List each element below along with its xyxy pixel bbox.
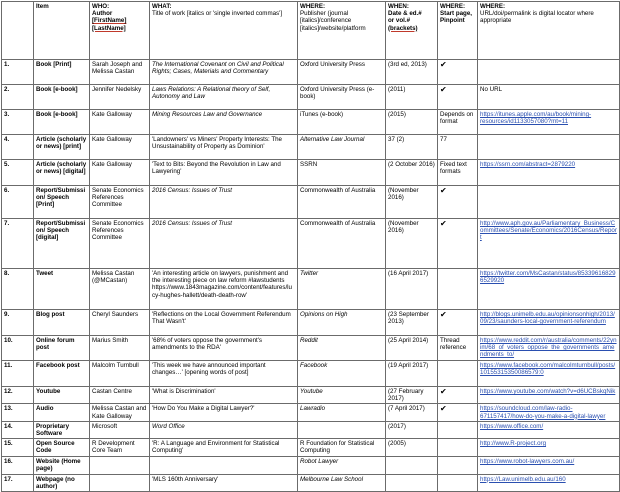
row-url[interactable]: https://www.youtube.com/watch?v=d6UCBskqNik	[478, 387, 620, 404]
row-publisher: Facebook	[298, 361, 386, 387]
row-publisher	[298, 421, 386, 438]
row-author: Senate Economics References Committee	[90, 186, 150, 219]
row-pinpoint: ✔	[438, 310, 478, 336]
row-author: Castan Centre	[90, 387, 150, 404]
row-title: 'An interesting article on lawyers, punishment and the interesting piece on law reform #lawstudents https://www.1843magazine.com/content/features/lucy-hughes-hallett/death-death-row'	[150, 269, 298, 310]
table-row	[2, 269, 620, 310]
row-title: The International Covenant on Civil and Political Rights; Cases, Materials and Commentary	[150, 60, 298, 85]
row-item: Webpage (no author)	[34, 474, 90, 491]
row-url[interactable]: https://www.reddit.com/r/australia/comments/22ynim/68_of_voters_oppose_the_governments_amendments_to/	[478, 336, 620, 361]
row-date: (16 April 2017)	[386, 269, 438, 310]
row-title: Word Office	[150, 421, 298, 438]
row-number: 1.	[2, 60, 34, 85]
row-url[interactable]: https://ssrn.com/abstract=2879220	[478, 160, 620, 186]
row-item: Article (scholarly or news) [print]	[34, 135, 90, 160]
row-item: Blog post	[34, 310, 90, 336]
row-url[interactable]: http://www.R-project.org	[478, 439, 620, 457]
table-row	[2, 135, 620, 160]
row-number: 4.	[2, 135, 34, 160]
row-url	[478, 186, 620, 219]
row-pinpoint: ✔	[438, 186, 478, 219]
row-date: (3rd ed, 2013)	[386, 60, 438, 85]
row-publisher: Robot Lawyer	[298, 457, 386, 474]
row-title: 'Text to Bits: Beyond the Revolution in Law and Lawyering'	[150, 160, 298, 186]
row-url[interactable]: https://twitter.com/MsCastan/status/853396168296529920	[478, 269, 620, 310]
row-date: (25 April 2014)	[386, 336, 438, 361]
row-url	[478, 135, 620, 160]
row-pinpoint: ✔	[438, 404, 478, 421]
row-item: Article (scholarly or news) [digital]	[34, 160, 90, 186]
row-number: 16.	[2, 457, 34, 474]
table-row	[2, 160, 620, 186]
row-publisher: Oxford University Press	[298, 60, 386, 85]
row-number: 15.	[2, 439, 34, 457]
row-author: Kate Galloway	[90, 110, 150, 135]
row-item: Report/Submission/ Speech [digital]	[34, 219, 90, 269]
table-row	[2, 60, 620, 85]
row-title: 'What is Discrimination'	[150, 387, 298, 404]
row-pinpoint	[438, 457, 478, 474]
table-row	[2, 404, 620, 421]
row-number: 8.	[2, 269, 34, 310]
row-title: 2016 Census: Issues of Trust	[150, 186, 298, 219]
header-when: WHEN: Date & ed.# or vol.# (brackets)	[386, 2, 438, 60]
row-date: 37 (2)	[386, 135, 438, 160]
header-what: WHAT: Title of work [italics or 'single inverted commas']	[150, 2, 298, 60]
row-author: Microsoft	[90, 421, 150, 438]
header-pinpoint: WHERE: Start page, Pinpoint	[438, 2, 478, 60]
row-date: (November 2016)	[386, 219, 438, 269]
row-number: 5.	[2, 160, 34, 186]
row-title: 'This week we have announced important changes…' [opening words of post]	[150, 361, 298, 387]
row-url[interactable]: http://blogs.unimelb.edu.au/opinionsonhigh/2013/09/23/saunders-local-government-referendum	[478, 310, 620, 336]
row-number: 11.	[2, 361, 34, 387]
row-number: 12.	[2, 387, 34, 404]
header-item: Item	[34, 2, 90, 60]
row-author: Kate Galloway	[90, 160, 150, 186]
row-publisher: iTunes (e-book)	[298, 110, 386, 135]
row-url[interactable]: https://Law.unimelb.edu.au/160	[478, 474, 620, 491]
row-publisher: Commonwealth of Australia	[298, 186, 386, 219]
row-pinpoint	[438, 361, 478, 387]
row-number: 7.	[2, 219, 34, 269]
table-row	[2, 439, 620, 457]
table-row	[2, 110, 620, 135]
row-number: 9.	[2, 310, 34, 336]
row-number: 6.	[2, 186, 34, 219]
row-author: Kate Galloway	[90, 135, 150, 160]
table-row	[2, 310, 620, 336]
row-pinpoint: ✔	[438, 60, 478, 85]
header-url: WHERE: URL/doi/permalink is digital locator where appropriate	[478, 2, 620, 60]
row-item: Book [Print]	[34, 60, 90, 85]
row-publisher: Reddit	[298, 336, 386, 361]
row-date: (23 September 2013)	[386, 310, 438, 336]
row-number: 13.	[2, 404, 34, 421]
row-url[interactable]: https://itunes.apple.com/au/book/mining-resources/id1133057080?mt=11	[478, 110, 620, 135]
header-num	[2, 2, 34, 60]
row-publisher: Commonwealth of Australia	[298, 219, 386, 269]
row-item: Book [e-book]	[34, 85, 90, 110]
row-pinpoint: ✔	[438, 219, 478, 269]
row-date: (2005)	[386, 439, 438, 457]
row-url[interactable]: https://soundcloud.com/law-radio-671157417/how-do-you-make-a-digital-lawyer	[478, 404, 620, 421]
row-date: (27 February 2017)	[386, 387, 438, 404]
row-pinpoint: 77	[438, 135, 478, 160]
row-pinpoint: ✔	[438, 85, 478, 110]
row-item: Online forum post	[34, 336, 90, 361]
row-title: 2016 Census: Issues of Trust	[150, 219, 298, 269]
row-item: Youtube	[34, 387, 90, 404]
row-author: Marius Smith	[90, 336, 150, 361]
table-row	[2, 457, 620, 474]
row-publisher: Oxford University Press (e-book)	[298, 85, 386, 110]
row-pinpoint	[438, 269, 478, 310]
row-item: Open Source Code	[34, 439, 90, 457]
row-title: 'MLS 160th Anniversary'	[150, 474, 298, 491]
row-pinpoint: Fixed text formats	[438, 160, 478, 186]
row-title: 'Reflections on the Local Government Referendum That Wasn't'	[150, 310, 298, 336]
row-date: (19 April 2017)	[386, 361, 438, 387]
row-number: 2.	[2, 85, 34, 110]
row-pinpoint	[438, 421, 478, 438]
row-item: Book [e-book]	[34, 110, 90, 135]
row-item: Proprietary Software	[34, 421, 90, 438]
row-item: Tweet	[34, 269, 90, 310]
row-url	[478, 60, 620, 85]
row-publisher: Alternative Law Journal	[298, 135, 386, 160]
row-date: (2011)	[386, 85, 438, 110]
row-item: Audio	[34, 404, 90, 421]
row-title: Laws Relations: A Relational theory of Self, Autonomy and Law	[150, 85, 298, 110]
row-publisher: Lawradio	[298, 404, 386, 421]
row-title: 'Landowners' vs Miners' Property Interests: The Unsustainability of Property as Dominion'	[150, 135, 298, 160]
row-title: 'R: A Language and Environment for Statistical Computing'	[150, 439, 298, 457]
table-row	[2, 474, 620, 491]
row-title: Mining Resources Law and Governance	[150, 110, 298, 135]
row-item: Website (Home page)	[34, 457, 90, 474]
row-item: Facebook post	[34, 361, 90, 387]
row-author: Melissa Castan and Kate Galloway	[90, 404, 150, 421]
citation-table	[1, 1, 620, 492]
row-date: (2017)	[386, 421, 438, 438]
row-author	[90, 457, 150, 474]
header-who: WHO: Author [FirstName] [LastName]	[90, 2, 150, 60]
row-date: (7 April 2017)	[386, 404, 438, 421]
row-author: Melissa Castan (@MCastan)	[90, 269, 150, 310]
row-author: R Development Core Team	[90, 439, 150, 457]
table-row	[2, 219, 620, 269]
row-url[interactable]: https://www.office.com/	[478, 421, 620, 438]
row-date: (November 2016)	[386, 186, 438, 219]
row-number: 17.	[2, 474, 34, 491]
row-url[interactable]: https://www.facebook.com/malcolmturnbull/posts/10155315350086579:0	[478, 361, 620, 387]
row-number: 10.	[2, 336, 34, 361]
table-row	[2, 186, 620, 219]
row-pinpoint: Depends on format	[438, 110, 478, 135]
row-publisher: Opinions on High	[298, 310, 386, 336]
row-author: Sarah Joseph and Melissa Castan	[90, 60, 150, 85]
row-number: 3.	[2, 110, 34, 135]
header-row	[2, 2, 620, 60]
row-date: (2015)	[386, 110, 438, 135]
row-pinpoint: Thread reference	[438, 336, 478, 361]
row-pinpoint: ✔	[438, 387, 478, 404]
row-title: '68% of voters oppose the government's amendments to the RDA'	[150, 336, 298, 361]
row-item: Report/Submission/ Speech [Print]	[34, 186, 90, 219]
row-pinpoint	[438, 474, 478, 491]
header-where: WHERE: Publisher (journal [italics]/conference [italics]/website/platform	[298, 2, 386, 60]
row-author: Cheryl Saunders	[90, 310, 150, 336]
table-row	[2, 421, 620, 438]
row-title: 'How Do You Make a Digital Lawyer?'	[150, 404, 298, 421]
table-row	[2, 387, 620, 404]
table-row	[2, 361, 620, 387]
row-date	[386, 457, 438, 474]
row-title	[150, 457, 298, 474]
row-publisher: Melbourne Law School	[298, 474, 386, 491]
row-number: 14.	[2, 421, 34, 438]
row-pinpoint	[438, 439, 478, 457]
row-url[interactable]: No URL	[478, 85, 620, 110]
row-url[interactable]: http://www.aph.gov.au/Parliamentary_Business/Committees/Senate/Economics/2016Census/Report	[478, 219, 620, 269]
row-publisher: Twitter	[298, 269, 386, 310]
table-row	[2, 336, 620, 361]
row-publisher: Youtube	[298, 387, 386, 404]
row-author: Senate Economics References Committee	[90, 219, 150, 269]
row-date: (2 October 2016)	[386, 160, 438, 186]
row-date	[386, 474, 438, 491]
table-row	[2, 85, 620, 110]
row-url[interactable]: https://www.robot-lawyers.com.au/	[478, 457, 620, 474]
row-publisher: R Foundation for Statistical Computing	[298, 439, 386, 457]
row-publisher: SSRN	[298, 160, 386, 186]
row-author	[90, 474, 150, 491]
row-author: Jennifer Nedelsky	[90, 85, 150, 110]
row-author: Malcolm Turnbull	[90, 361, 150, 387]
